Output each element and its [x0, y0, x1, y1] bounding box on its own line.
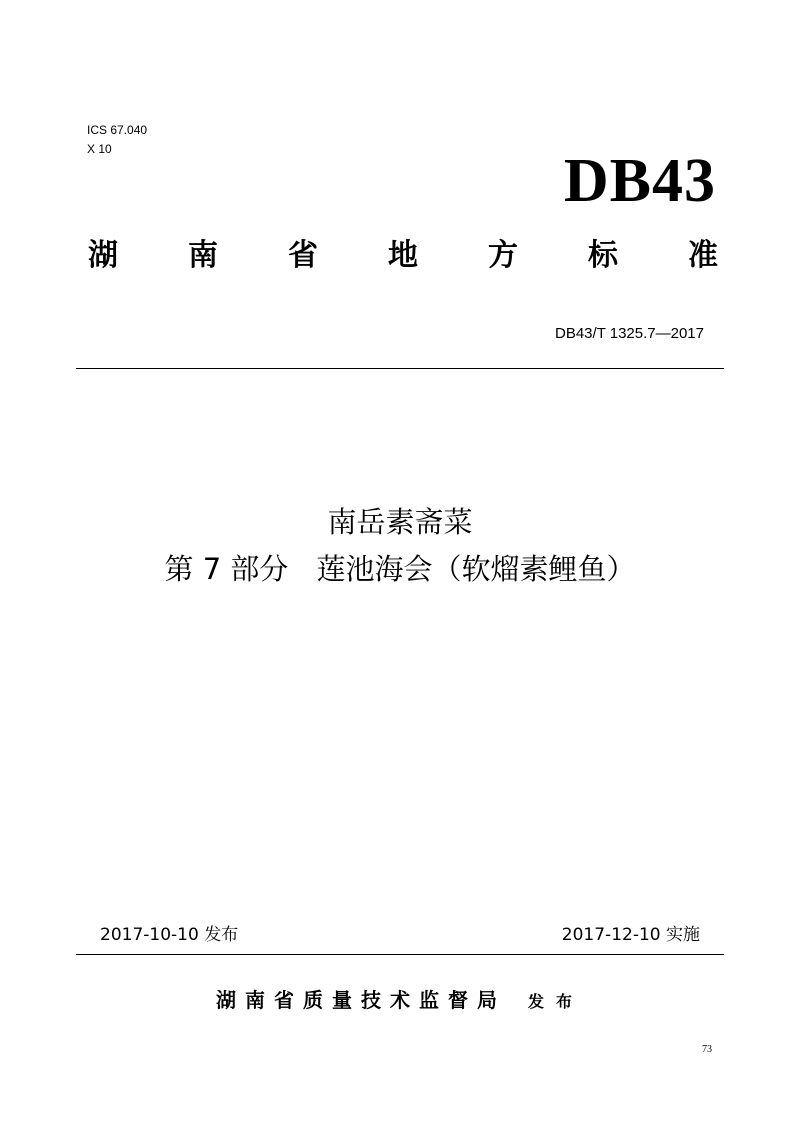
classification-code: X 10: [87, 142, 112, 156]
standard-code-logo: DB43: [563, 147, 716, 215]
top-divider: [76, 368, 724, 369]
document-subtitle: [0, 547, 800, 591]
standard-type-char: 方: [488, 238, 518, 273]
bottom-divider: [76, 954, 724, 955]
ics-code: ICS 67.040: [87, 123, 148, 137]
part-label: 第 7 部分: [164, 552, 289, 586]
standard-type-char: 标: [588, 238, 618, 273]
standard-type-title: [88, 236, 718, 276]
issuer-line: [0, 984, 800, 1013]
publish-date: 2017-10-10 发布: [100, 925, 239, 945]
standard-type-char: 南: [188, 238, 218, 273]
standard-type-char: 准: [688, 238, 718, 273]
implement-date: 2017-12-10 实施: [561, 925, 700, 945]
ics-block: [87, 121, 147, 159]
standard-type-char: 省: [288, 238, 318, 273]
standard-type-char: 湖: [88, 238, 118, 273]
document-title: 南岳素斋菜: [327, 505, 473, 539]
page-number: 73: [702, 1044, 712, 1055]
issue-action: 发布: [527, 992, 584, 1011]
issuing-organization: 湖南省质量技术监督局: [215, 988, 506, 1012]
standard-number: DB43/T 1325.7—2017: [555, 325, 704, 342]
standard-type-char: 地: [388, 238, 418, 273]
part-name: 莲池海会（软熘素鲤鱼）: [316, 552, 636, 586]
